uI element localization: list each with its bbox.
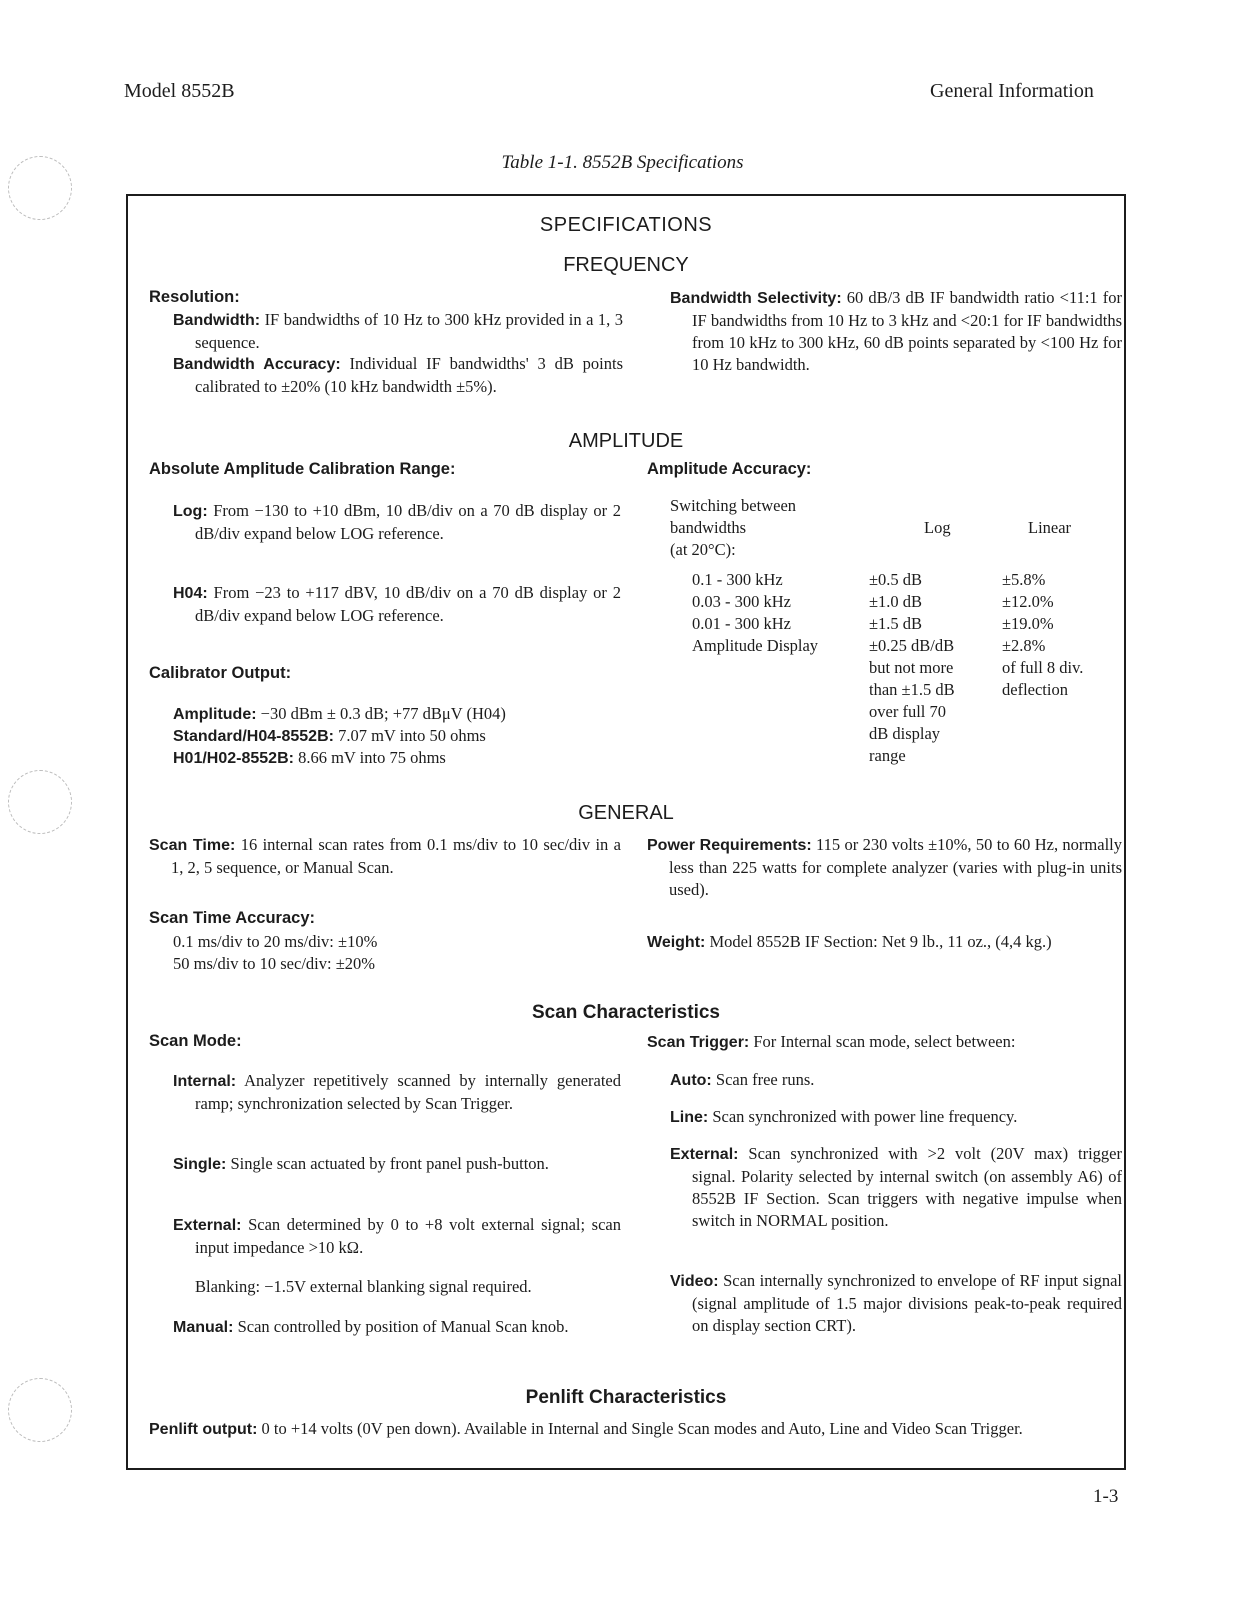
bandwidth-accuracy-spec — [173, 353, 623, 398]
general-title: GENERAL — [578, 802, 674, 824]
h04-label: H04: — [173, 585, 208, 602]
weight-text: Model 8552B IF Section: Net 9 lb., 11 oz., (4,4 kg.) — [705, 932, 1052, 951]
scan-time-accuracy-line: 50 ms/div to 10 sec/div: ±20% — [173, 954, 376, 973]
trigger-auto-label: Auto: — [670, 1072, 712, 1089]
calibrator-standard-text: 7.07 mV into 50 ohms — [333, 726, 486, 745]
display-log-note: over full 70 — [869, 702, 946, 721]
scan-mode-external-label: External: — [173, 1217, 242, 1234]
scan-time-text: 16 internal scan rates from 0.1 ms/div to 10 sec/div in a 1, 2, 5 sequence, or Manual Scan. — [171, 835, 621, 877]
accuracy-row-linear: ±19.0% — [1002, 614, 1054, 633]
trigger-line — [670, 1106, 1132, 1129]
calibrator-amplitude-label: Amplitude: — [173, 706, 257, 723]
scan-time-spec — [149, 834, 621, 879]
penlift-output-label: Penlift output: — [149, 1421, 258, 1438]
display-log-note: dB display — [869, 724, 941, 743]
punch-hole-mark — [8, 156, 72, 220]
calibrator-h01-spec — [173, 747, 613, 770]
punch-hole-mark — [8, 1378, 72, 1442]
accuracy-row-linear: ±5.8% — [1002, 570, 1046, 589]
scan-mode-manual-text: Scan controlled by position of Manual Scan knob. — [233, 1317, 569, 1336]
table-caption: Table 1-1. 8552B Specifications — [501, 152, 744, 173]
accuracy-row-linear — [1002, 635, 1083, 701]
bandwidth-selectivity-spec — [670, 287, 1122, 376]
scan-characteristics-title-text: Scan Characteristics — [532, 1002, 720, 1023]
power-requirements-label: Power Requirements: — [647, 837, 812, 854]
penlift-characteristics-title: Penlift Characteristics — [525, 1387, 727, 1408]
trigger-line-text: Scan synchronized with power line frequency. — [708, 1107, 1018, 1126]
page-number: 1-3 — [1093, 1486, 1119, 1507]
amplitude-title: AMPLITUDE — [568, 430, 684, 452]
log-text: From −130 to +10 dBm, 10 dB/div on a 70 dB display or 2 dB/div expand below LOG reference. — [195, 501, 621, 543]
calibrator-h01-label: H01/H02-8552B: — [173, 750, 294, 767]
h04-text: From −23 to +117 dBV, 10 dB/div on a 70 dB display or 2 dB/div expand below LOG reference. — [195, 583, 621, 625]
display-log-note: range — [869, 746, 906, 765]
calibrator-standard-label: Standard/H04-8552B: — [173, 728, 334, 745]
header-model: Model 8552B — [124, 80, 235, 102]
corner-line: (at 20°C): — [670, 540, 736, 559]
log-label: Log: — [173, 503, 208, 520]
scan-mode-manual — [173, 1316, 621, 1339]
frequency-title: FREQUENCY — [563, 254, 689, 276]
scan-mode-internal — [173, 1070, 621, 1115]
scan-trigger-spec — [647, 1031, 1107, 1054]
power-requirements-spec — [647, 834, 1122, 901]
accuracy-row-label: Amplitude Display — [692, 636, 819, 655]
corner-line: Switching between — [670, 496, 797, 515]
accuracy-row-linear: ±12.0% — [1002, 592, 1054, 611]
trigger-video-text: Scan internally synchronized to envelope of RF input signal (signal amplitude of 1.5 major divisions peak-to-peak required on display section CRT). — [692, 1271, 1122, 1335]
bandwidth-selectivity-text: 60 dB/3 dB IF bandwidth ratio <11:1 for IF bandwidths from 10 Hz to 3 kHz and <20:1 for IF bandwidths from 10 kHz to 300 kHz, 60 dB points separated by <100 Hz for 10 Hz bandwidth. — [692, 288, 1122, 374]
calibrator-amplitude-spec — [173, 703, 613, 726]
display-linear-value: ±2.8% — [1002, 636, 1046, 655]
scan-time-label: Scan Time: — [149, 837, 236, 854]
trigger-video-label: Video: — [670, 1273, 719, 1290]
weight-label: Weight: — [647, 934, 706, 951]
calibrator-standard-spec — [173, 725, 613, 748]
accuracy-col-log: Log — [924, 518, 951, 537]
bandwidth-accuracy-text: Individual IF bandwidths' 3 dB points calibrated to ±20% (10 kHz bandwidth ±5%). — [195, 354, 623, 396]
accuracy-row-label: 0.1 - 300 kHz — [692, 570, 783, 589]
scan-time-accuracy-line: 0.1 ms/div to 20 ms/div: ±10% — [173, 932, 378, 951]
corner-line: bandwidths — [670, 518, 747, 537]
trigger-line-label: Line: — [670, 1109, 709, 1126]
specifications-title: SPECIFICATIONS — [539, 214, 713, 236]
scan-trigger-label: Scan Trigger: — [647, 1034, 750, 1051]
specifications-table — [126, 194, 1126, 1470]
bandwidth-text: IF bandwidths of 10 Hz to 300 kHz provided in a 1, 3 sequence. — [195, 310, 623, 352]
display-log-note: but not more — [869, 658, 954, 677]
punch-hole-mark — [8, 770, 72, 834]
scan-trigger-text: For Internal scan mode, select between: — [749, 1032, 1016, 1051]
scan-mode-internal-label: Internal: — [173, 1073, 237, 1090]
calibration-range-heading: Absolute Amplitude Calibration Range: — [149, 460, 456, 478]
weight-spec — [647, 931, 1122, 954]
scan-mode-internal-text: Analyzer repetitively scanned by internally generated ramp; synchronization selected by Scan Trigger. — [195, 1071, 621, 1113]
penlift-output-text: 0 to +14 volts (0V pen down). Available in Internal and Single Scan modes and Auto, Line and Video Scan Trigger. — [257, 1419, 1023, 1438]
power-requirements-text: 115 or 230 volts ±10%, 50 to 60 Hz, normally less than 225 watts for complete analyzer (varies with plug-in units used). — [669, 835, 1123, 899]
scan-mode-external-text: Scan determined by 0 to +8 volt external signal; scan input impedance >10 kΩ. — [195, 1215, 621, 1257]
bandwidth-accuracy-label: Bandwidth Accuracy: — [173, 356, 341, 373]
bandwidth-selectivity-label: Bandwidth Selectivity: — [670, 290, 842, 307]
accuracy-row-label: 0.01 - 300 kHz — [692, 614, 791, 633]
trigger-auto-text: Scan free runs. — [711, 1070, 815, 1089]
trigger-external — [670, 1143, 1122, 1232]
scan-mode-single — [173, 1153, 621, 1176]
log-range-spec — [173, 500, 621, 545]
accuracy-row-log: ±1.0 dB — [869, 592, 923, 611]
scan-mode-heading: Scan Mode: — [149, 1032, 242, 1050]
trigger-video — [670, 1270, 1122, 1337]
trigger-external-text: Scan synchronized with >2 volt (20V max) trigger signal. Polarity selected by internal switch (on assembly A6) of 8552B IF Section. Scan triggers with negative impulse when switch in NORMAL position. — [692, 1144, 1122, 1230]
calibrator-h01-text: 8.66 mV into 75 ohms — [293, 748, 446, 767]
display-log-note: than ±1.5 dB — [869, 680, 955, 699]
bandwidth-label: Bandwidth: — [173, 312, 261, 329]
display-linear-note: of full 8 div. — [1002, 658, 1084, 677]
scan-time-accuracy-heading: Scan Time Accuracy: — [149, 909, 315, 927]
accuracy-col-linear: Linear — [1028, 518, 1072, 537]
scan-mode-external — [173, 1214, 621, 1259]
trigger-external-label: External: — [670, 1146, 739, 1163]
accuracy-row-log: ±0.5 dB — [869, 570, 923, 589]
h04-range-spec — [173, 582, 621, 627]
trigger-auto — [670, 1069, 1122, 1092]
scan-mode-single-label: Single: — [173, 1156, 227, 1173]
scan-characteristics-title — [128, 1002, 1124, 1024]
scan-mode-single-text: Single scan actuated by front panel push-button. — [226, 1154, 549, 1173]
accuracy-row-log: ±1.5 dB — [869, 614, 923, 633]
calibrator-amplitude-text: −30 dBm ± 0.3 dB; +77 dBμV (H04) — [256, 704, 506, 723]
display-log-value: ±0.25 dB/dB — [869, 636, 955, 655]
display-linear-note: deflection — [1002, 680, 1068, 699]
calibrator-output-heading: Calibrator Output: — [149, 664, 292, 682]
scan-time-accuracy-values — [173, 931, 593, 975]
penlift-output-spec — [149, 1418, 1123, 1441]
resolution-heading: Resolution: — [149, 288, 240, 306]
accuracy-table-corner — [670, 495, 796, 561]
bandwidth-spec — [173, 309, 623, 354]
header-section: General Information — [930, 80, 1094, 102]
amplitude-accuracy-heading: Amplitude Accuracy: — [647, 460, 812, 478]
blanking-spec: Blanking: −1.5V external blanking signal required. — [195, 1277, 532, 1296]
accuracy-row-label: 0.03 - 300 kHz — [692, 592, 791, 611]
accuracy-row-log — [869, 635, 955, 767]
scan-mode-manual-label: Manual: — [173, 1319, 234, 1336]
